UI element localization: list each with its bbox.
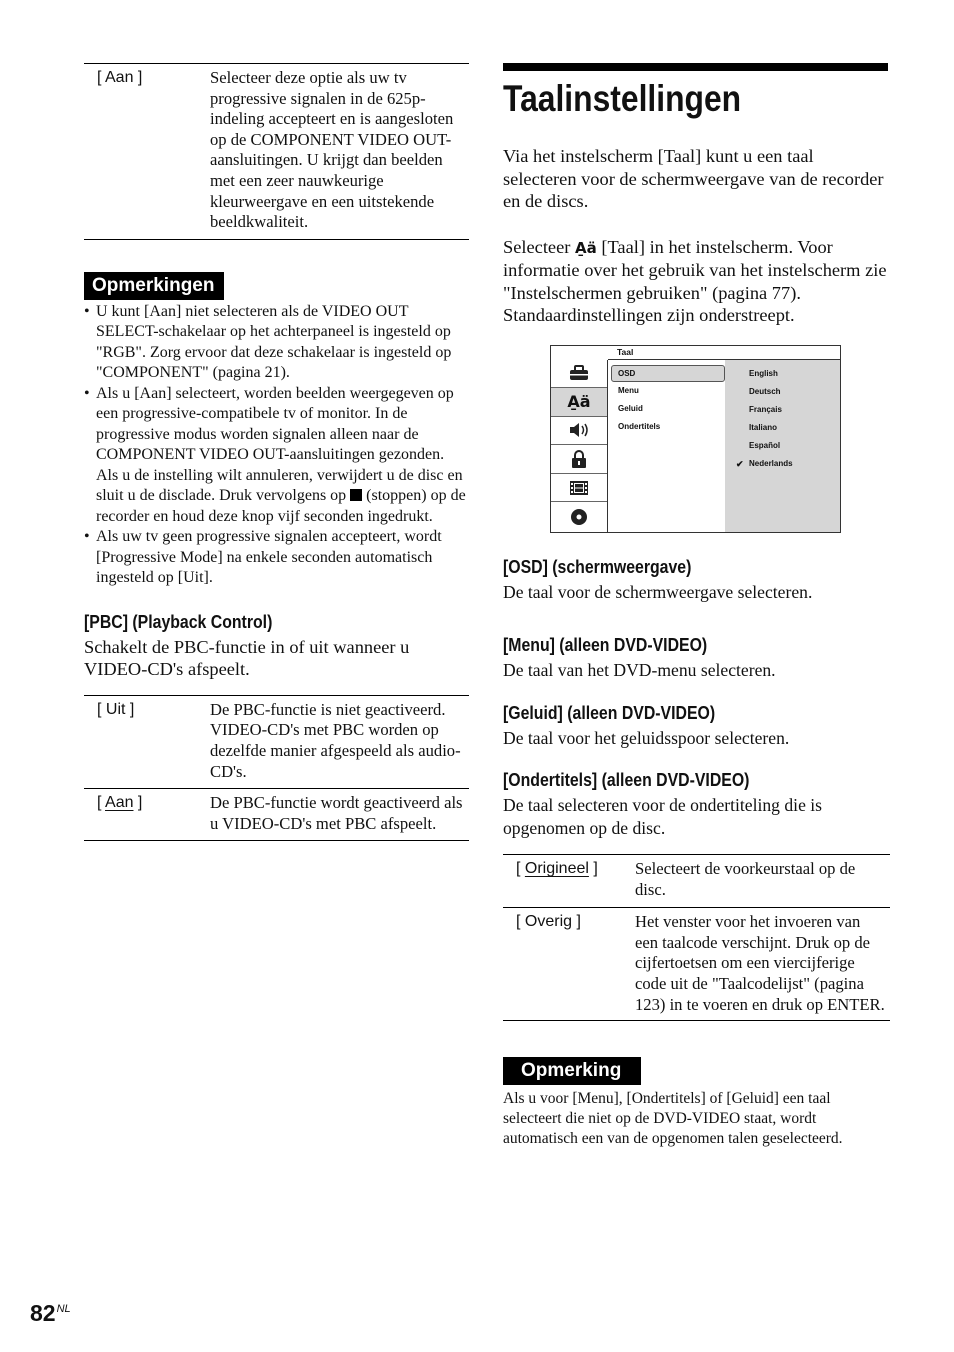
language-icon[interactable]: A̱ä	[551, 388, 607, 417]
toolbox-icon[interactable]	[551, 360, 607, 389]
intro-text: Via het instelscherm [Taal] kunt u een taal selecteren voor de schermweergave van de recorder en de discs.	[503, 146, 884, 211]
menu-item-geluid[interactable]: Geluid	[618, 403, 643, 413]
ondertitels-text: De taal selecteren voor de ondertiteling die is opgenomen op de disc.	[503, 795, 823, 838]
option-description: De PBC-functie is niet geactiveerd. VIDEO-CD's met PBC worden op dezelfde manier afgespeeld als audio-CD's.	[210, 695, 469, 788]
option-key: [ Overig ]	[503, 908, 635, 1021]
progressive-option-table	[84, 63, 469, 240]
table-row	[503, 908, 890, 1021]
osd-text: De taal voor de schermweergave selecteren.	[503, 581, 813, 602]
stop-icon	[350, 489, 362, 501]
page-number: $82^{NL}$	[30, 1300, 71, 1326]
audio-speaker-icon[interactable]	[551, 417, 607, 446]
title-bar	[503, 63, 888, 71]
option-italiano[interactable]: Italiano	[749, 422, 778, 432]
page-title: Taalinstellingen	[503, 78, 742, 119]
left-column	[84, 63, 469, 841]
language-options-list	[725, 360, 840, 532]
list-item: • Als uw tv geen progressive signalen accepteert, wordt [Progressive Mode] na enkele seconden automatisch ingesteld op [Uit].	[84, 527, 469, 589]
pbc-option-table	[84, 695, 469, 842]
table-row	[84, 64, 469, 240]
osd-heading: [OSD] (schermweergave)	[503, 556, 692, 577]
option-description: Het venster voor het invoeren van een taalcode verschijnt. Druk op de cijfertoetsen om een viercijferige code uit de "Taalcodelijst" (pagina 123) in te voeren en druk op ENTER.	[635, 908, 890, 1021]
option-deutsch[interactable]: Deutsch	[749, 386, 781, 396]
ondertitels-heading: [Ondertitels] (alleen DVD-VIDEO)	[503, 770, 750, 790]
option-key: [ Uit ]	[84, 695, 210, 788]
geluid-text: De taal voor het geluidsspoor selecteren.	[503, 727, 790, 748]
table-row	[84, 695, 469, 788]
language-setup-screen	[550, 345, 841, 533]
setup-icon-column	[551, 360, 608, 532]
film-icon[interactable]	[551, 474, 607, 503]
pbc-heading: [PBC] (Playback Control)	[84, 611, 273, 632]
table-row	[84, 789, 469, 841]
menu-text: De taal van het DVD-menu selecteren.	[503, 660, 776, 680]
subtitle-option-table	[503, 854, 890, 1021]
notes-section	[84, 272, 469, 589]
list-item: • Als u [Aan] selecteert, worden beelden weergegeven op een progressive-compatibele tv of monitor. In de progressive modus worden signalen alleen naar de COMPONENT VIDEO OUT-aansluitingen gezonden. Als u de instelling wilt annuleren, verwijdert u de disc en sluit u de disclade. Druk vervolgens op (stoppen) op de recorder en houd deze knop vijf seconden ingedrukt.	[84, 384, 469, 528]
note-section	[503, 1057, 890, 1149]
note-text: Als u voor [Menu], [Ondertitels] of [Geluid] een taal selecteert die niet op de DVD-VIDEO staat, wordt automatisch een van de opgenomen talen geselecteerd.	[503, 1090, 843, 1148]
option-espanol[interactable]: Español	[749, 440, 781, 450]
option-key: [ Aan ]	[97, 69, 143, 86]
option-english[interactable]: English	[749, 368, 778, 378]
notes-badge: Opmerkingen	[84, 272, 224, 300]
checkmark-icon: ✔	[736, 458, 744, 469]
disc-icon[interactable]	[551, 502, 607, 531]
lock-icon[interactable]	[551, 445, 607, 474]
screen-title: Taal	[617, 346, 634, 357]
note-badge: Opmerking	[503, 1057, 641, 1085]
menu-item-menu[interactable]: Menu	[618, 385, 639, 395]
option-key: [ Origineel ]	[503, 855, 635, 908]
option-key: [ Aan ]	[84, 789, 210, 841]
geluid-heading: [Geluid] (alleen DVD-VIDEO)	[503, 702, 716, 723]
option-francais[interactable]: Français	[749, 404, 782, 414]
option-description: De PBC-functie wordt geactiveerd als u VIDEO-CD's met PBC afspeelt.	[210, 789, 469, 841]
menu-item-ondertitels[interactable]: Ondertitels	[618, 421, 661, 431]
pbc-text: Schakelt de PBC-functie in of uit wanneer u VIDEO-CD's afspeelt.	[84, 636, 410, 680]
option-description: Selecteert de voorkeurstaal op de disc.	[635, 855, 890, 908]
menu-heading: [Menu] (alleen DVD-VIDEO)	[503, 635, 708, 655]
list-item: • U kunt [Aan] niet selecteren als de VIDEO OUT SELECT-schakelaar op het achterpaneel is ingesteld op "RGB". Zorg ervoor dat deze schakelaar is ingesteld op "COMPONENT" (pagina 21).	[84, 302, 469, 384]
select-instruction: Selecteer A̱ä [Taal] in het instelscherm. Voor informatie over het gebruik van het instelscherm zie "Instelschermen gebruiken" (pagina 77). Standaardinstellingen zijn onderstreept.	[503, 236, 887, 325]
right-column	[503, 63, 890, 1149]
language-icon: A̱ä	[575, 238, 597, 257]
option-description: Selecteer deze optie als uw tv progressive signalen in de 625p-indeling accepteert en is aangesloten op de COMPONENT VIDEO OUT-aansluitingen. U krijgt dan beelden met een zeer nauwkeurige kleurweergave en een uitstekende beeldkwaliteit.	[210, 68, 454, 232]
setup-menu-list	[609, 360, 725, 532]
table-row	[503, 855, 890, 908]
option-nederlands[interactable]: ✔ Nederlands	[725, 455, 840, 473]
menu-item-osd[interactable]: OSD	[611, 365, 725, 382]
notes-list	[84, 302, 469, 589]
